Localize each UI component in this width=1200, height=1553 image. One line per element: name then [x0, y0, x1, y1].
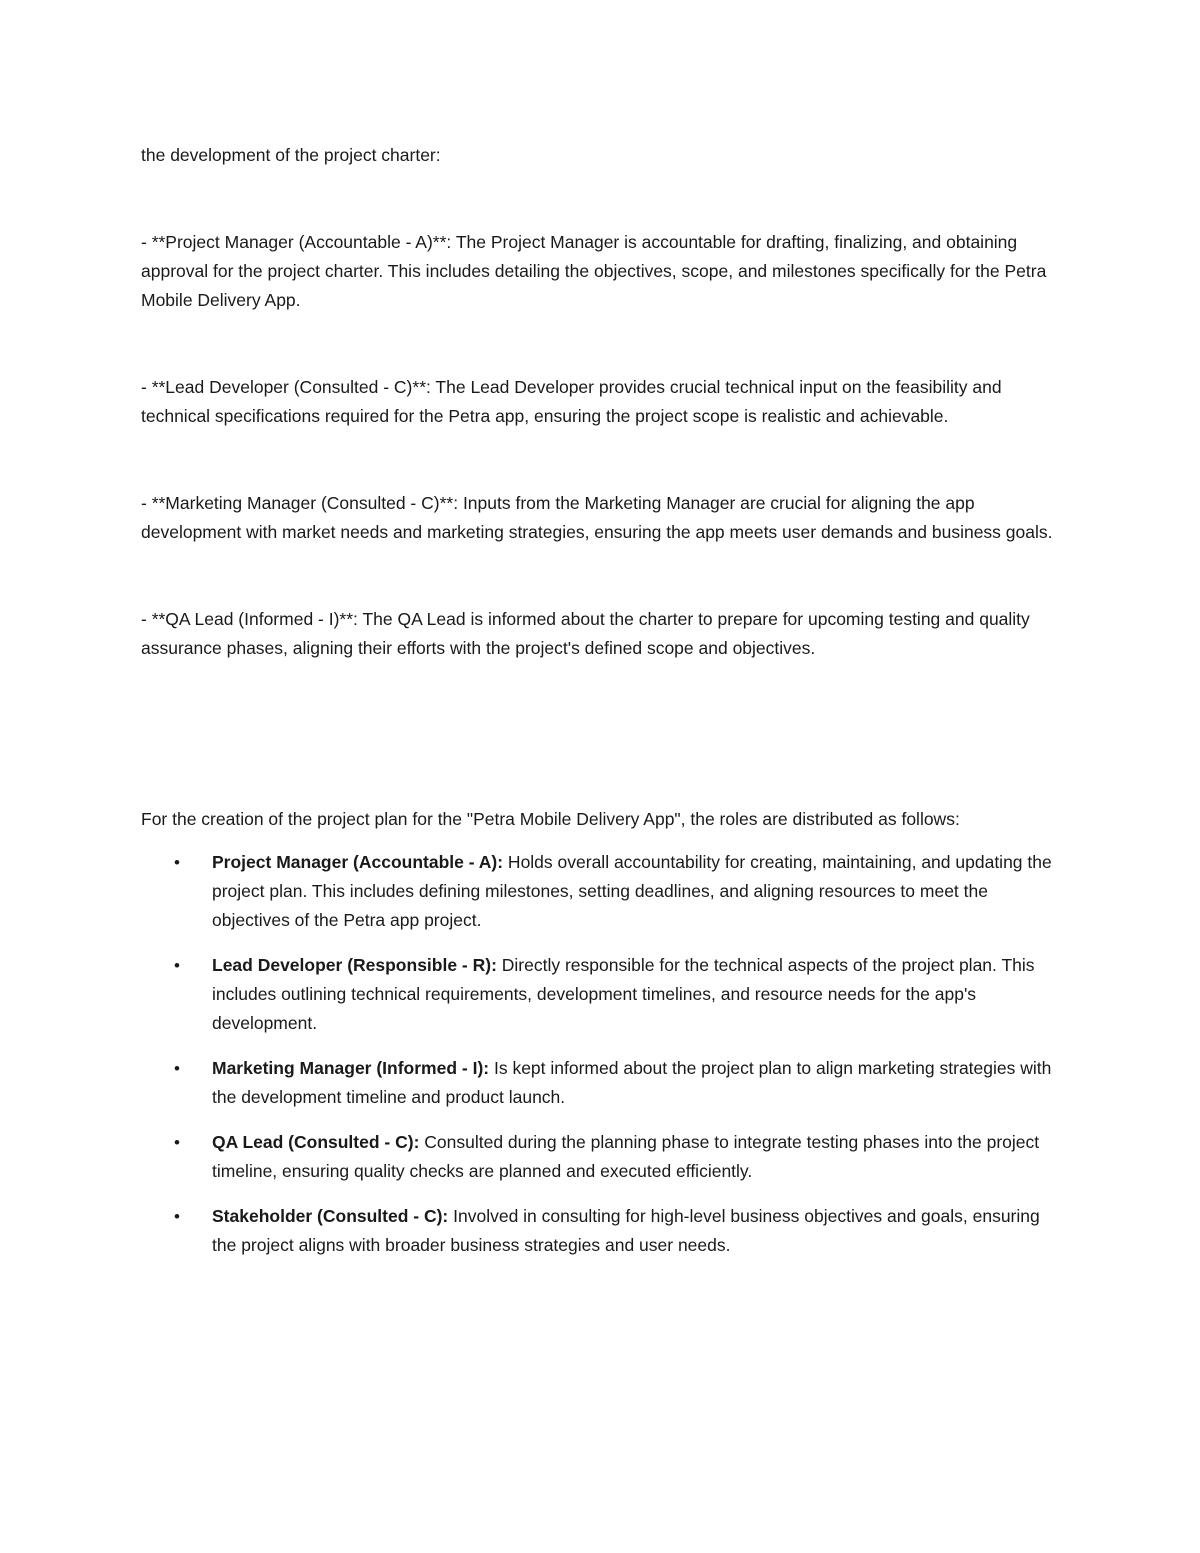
charter-role-text: The Project Manager is accountable for drafting, finalizing, and obtaining approval for the project charter. This includes detailing the objectives, scope, and milestones specifically for the Petra Mobile Delivery App. — [141, 232, 1047, 310]
plan-role-title: Project Manager (Accountable - A): — [212, 852, 504, 872]
plan-role-text: Is kept informed about the project plan to align marketing strategies with the development timeline and product launch. — [212, 1058, 1052, 1107]
plan-role-title: Marketing Manager (Informed - I): — [212, 1058, 490, 1078]
charter-role-lead: - **Marketing Manager (Consulted - C)**: — [141, 493, 459, 513]
charter-role-lead: - **QA Lead (Informed - I)**: — [141, 609, 358, 629]
document-body — [141, 141, 1061, 1276]
list-item — [141, 1128, 1061, 1186]
charter-role-project-manager — [141, 228, 1061, 315]
plan-intro: For the creation of the project plan for the "Petra Mobile Delivery App", the roles are distributed as follows: — [141, 809, 960, 829]
charter-roles — [141, 228, 1061, 663]
plan-role-title: Stakeholder (Consulted - C): — [212, 1206, 449, 1226]
list-item — [141, 848, 1061, 935]
charter-role-text: The QA Lead is informed about the charter to prepare for upcoming testing and quality assurance phases, aligning their efforts with the project's defined scope and objectives. — [141, 609, 1030, 658]
charter-role-qa-lead — [141, 605, 1061, 663]
plan-role-text: Involved in consulting for high-level business objectives and goals, ensuring the project aligns with broader business strategies and user needs. — [212, 1206, 1040, 1255]
bullet-icon: • — [174, 853, 180, 872]
list-item — [141, 1202, 1061, 1260]
list-item — [141, 951, 1061, 1038]
plan-role-title: Lead Developer (Responsible - R): — [212, 955, 497, 975]
charter-role-lead: - **Lead Developer (Consulted - C)**: — [141, 377, 431, 397]
plan-roles-list — [141, 848, 1061, 1260]
charter-role-text: The Lead Developer provides crucial technical input on the feasibility and technical specifications required for the Petra app, ensuring the project scope is realistic and achievable. — [141, 377, 1002, 426]
bullet-icon: • — [174, 1207, 180, 1226]
section-spacer — [141, 663, 1061, 805]
list-item — [141, 1054, 1061, 1112]
charter-role-lead: - **Project Manager (Accountable - A)**: — [141, 232, 452, 252]
bullet-icon: • — [174, 1133, 180, 1152]
bullet-icon: • — [174, 1059, 180, 1078]
charter-role-marketing-manager — [141, 489, 1061, 547]
charter-role-lead-developer — [141, 373, 1061, 431]
plan-role-text: Holds overall accountability for creating, maintaining, and updating the project plan. This includes defining milestones, setting deadlines, and aligning resources to meet the objectives of the Petra app project. — [212, 852, 1052, 930]
bullet-icon: • — [174, 956, 180, 975]
plan-role-title: QA Lead (Consulted - C): — [212, 1132, 420, 1152]
charter-role-text: Inputs from the Marketing Manager are crucial for aligning the app development with market needs and marketing strategies, ensuring the app meets user demands and business goals. — [141, 493, 1053, 542]
plan-role-text: Consulted during the planning phase to integrate testing phases into the project timeline, ensuring quality checks are planned and executed efficiently. — [212, 1132, 1040, 1181]
charter-intro: the development of the project charter: — [141, 145, 441, 165]
plan-role-text: Directly responsible for the technical aspects of the project plan. This includes outlining technical requirements, development timelines, and resource needs for the app's development. — [212, 955, 1035, 1033]
